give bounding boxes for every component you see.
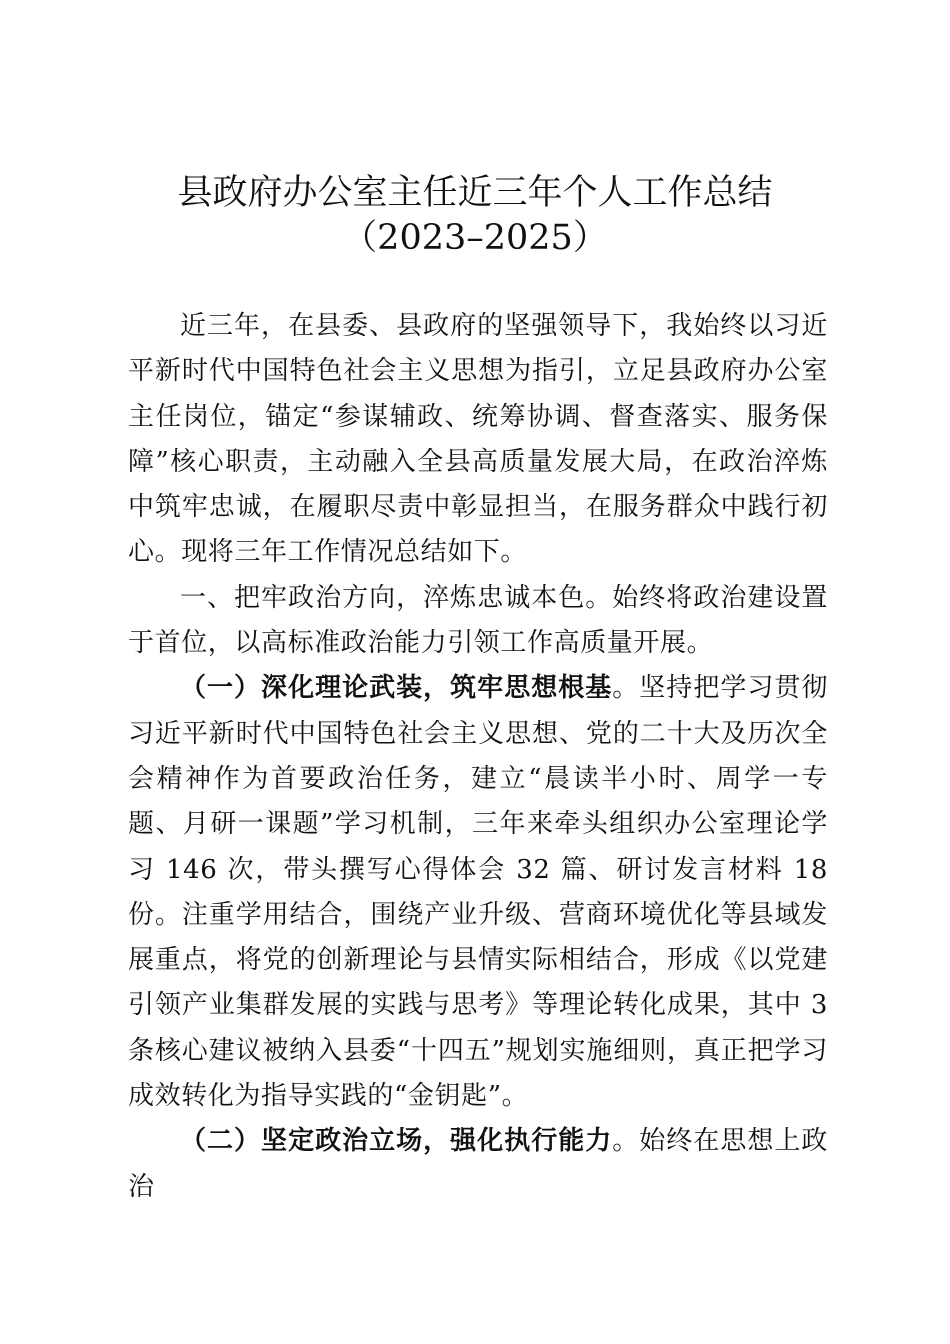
document-subtitle-years: （2023–2025） <box>342 218 608 258</box>
intro-paragraph: 近三年，在县委、县政府的坚强领导下，我始终以习近平新时代中国特色社会主义思想为指引，立足县政府办公室主任岗位，锚定“参谋辅政、统筹协调、督查落实、服务保障”核心职责，主动融入全县高质量发展大局，在政治淬炼中筑牢忠诚，在履职尽责中彰显担当，在服务群众中践行初心。现将三年工作情况总结如下。 <box>128 311 828 568</box>
subsection-2-body: 。始终在思想上政治 <box>128 1126 828 1202</box>
subsection-2-paragraph <box>128 1119 828 1210</box>
subsection-1-body: 。坚持把学习贯彻习近平新时代中国特色社会主义思想、党的二十大及历次全会精神作为首要政治任务，建立“晨读半小时、周学一专题、月研一课题”学习机制，三年来牵头组织办公室理论学习 146 次，带头撰写心得体会 32 篇、研讨发言材料 18 份。注重学用结合，围绕产业升级、营商环境优化等县域发展重点，将党的创新理论与县情实际相结合，形成《以党建引领产业集群发展的实践与思考》等理论转化成果，其中 3 条核心建议被纳入县委“十四五”规划实施细则，真正把学习成效转化为指导实践的“金钥匙”。 <box>128 673 828 1112</box>
section-1-paragraph: 一、把牢政治方向，淬炼忠诚本色。始终将政治建设置于首位，以高标准政治能力引领工作高质量开展。 <box>128 582 828 659</box>
document-body <box>128 304 828 1210</box>
subsection-1-paragraph <box>128 666 828 1119</box>
document-title: 县政府办公室主任近三年个人工作总结 <box>177 173 773 213</box>
subsection-1-heading: （一）深化理论武装，筑牢思想根基 <box>180 673 613 704</box>
subsection-2-heading: （二）坚定政治立场，强化执行能力 <box>180 1126 613 1157</box>
